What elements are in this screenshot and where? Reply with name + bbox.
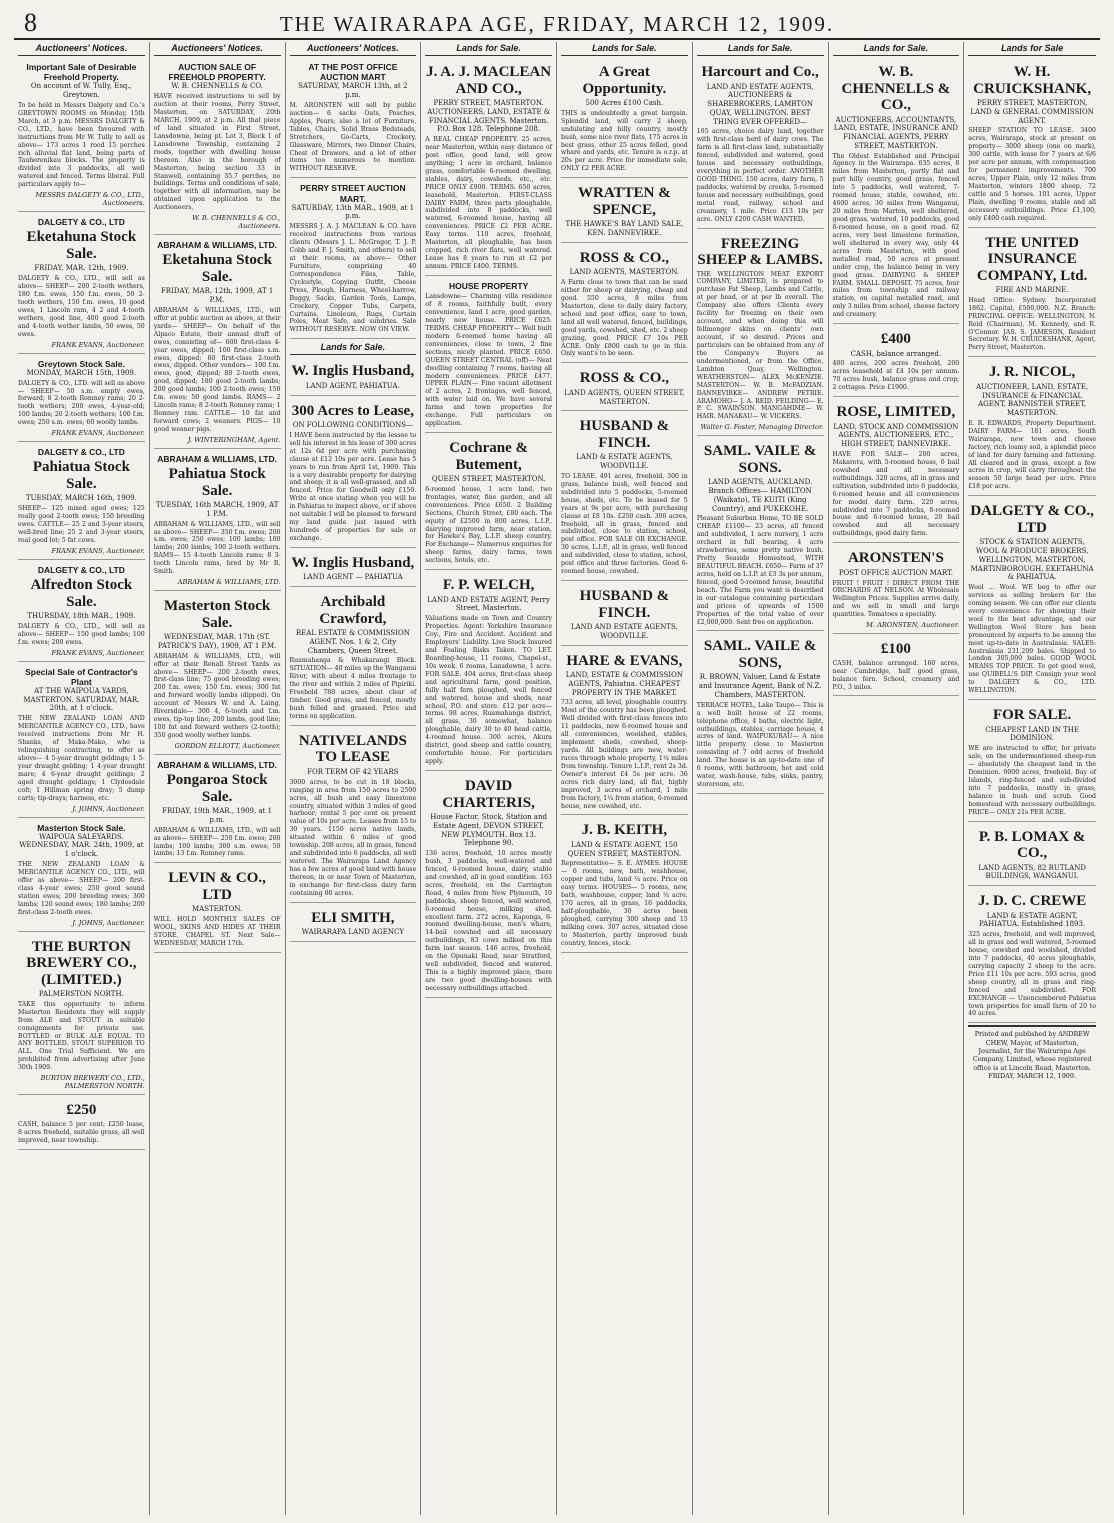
ad-heading: ABRAHAM & WILLIAMS, LTD. xyxy=(157,759,278,770)
ad-heading: Special Sale of Contractor's Plant xyxy=(25,666,138,687)
ad-body: ABRAHAM & WILLIAMS, LTD., will offer at their Renall Street Yards as above— SHEEP— 200 2-tooth ewes, first-class line; 75 good breeding ewes; 200 f.m. ewes; 150 f.m. ewes; 300 fat and forward woolly lambs (dipped). On account of Messrs W. and A. Laing, Riversdale— 300 4, 6-tooth and f.m. ewes, tip-top line; 200 lambs, good line; 100 fat and forward wethers (2-tooth); 350 good woolly wether lambs. xyxy=(153,652,281,739)
ad-body: 136 acres, freehold, 10 acres mostly bush, 3 paddocks, well-watered and fenced, 6-roomed house, dairy, stable and cowshed, all in good condition. 163 acres, freehold, on the Carrington Road, 4 miles from New Plymouth, 10 paddocks, sheep fenced, well watered, 6-roomed house, milking shed, excellent farm. 272 acres, Kaponga, 6-roomed dwelling-house, men's whare, 14-bail cowshed and all necessary outbuildings, 83 cows milked on this farm last season. 146 acres, freehold, on the Opunaki Road, near Stratford, well subdivided, fenced and watered. This is a highly improved place, there are two good dwelling-houses with necessary outbuildings attached. xyxy=(425,850,552,992)
ad-title: WRATTEN & SPENCE, xyxy=(578,185,671,218)
ad-signature: FRANK EVANS, Auctioneer. xyxy=(51,546,145,555)
ad-title: P. B. LOMAX & CO., xyxy=(978,828,1086,862)
advertisement xyxy=(290,589,417,726)
advertisement xyxy=(561,648,688,816)
ad-heading: Masterton Stock Sale. xyxy=(37,822,126,833)
ad-subtitle: 500 Acres £100 Cash. xyxy=(585,99,664,107)
ad-body: Head Office: Sydney. Incorporated 1862. Capital, £500,000. N.Z. Branch: PRINCIPAL OFFICE: WELLINGTON. N. Reid (Chairman), M. Kennedy, and R. O'Connor. JAS. S. JAMESON, Resident Secretary. W. H. CRUICKSHANK, Agent, Perry Street, Masterton. xyxy=(968,296,1096,352)
ad-body: ABRAHAM & WILLIAMS, LTD., will sell as above— SHEEP— 350 f.m. ewes; 200 s.m. ewes; 250 ewes; 100 lambs; 100 lambs; 200 lambs; 100 2-tooth wethers. RAMS— 15 4-tooth Lincoln rams; 8 3-tooth Lincoln rams, bred by Mr R. Smith. xyxy=(153,520,281,576)
ad-heading: DALGETY & CO., LTD xyxy=(37,217,125,228)
ad-body: ABRAHAM & WILLIAMS, LTD., will offer at public auction as above, at their yards— SHEEP— On behalf of the Alpaco Estate, their annual draft of ewes, consisting of— 600 first-class 4-year ewes, dipped; 100 first-class s.m. ewes, dipped; 60 first-class 2-tooth ewes, dipped. Other vendors— 100 f.m. ewes, good, dipped; 80 2-tooth ewes, good, dipped; 180 good 2-tooth lambs; 200 good lambs; 100 2-tooth ewes; 150 f.m. ewes; 50 good lambs. RAMS— 2 Lincoln rams; 8 2-tooth Romney rams; 1 Romney ram. CATTLE— 10 fat and forward cows; 2 weaners. PIGS— 10 good weaner pigs. xyxy=(153,306,281,433)
ad-signature: GORDON ELLIOTT, Auctioneer. xyxy=(174,741,281,750)
ad-subtitle: WAIPOUA SALEYARDS. WEDNESDAY, MAR. 24th, 1909, at 1 o'clock. xyxy=(19,832,144,859)
column-3 xyxy=(286,42,422,1515)
ad-subtitle: FOR TERM OF 42 YEARS xyxy=(307,767,399,776)
ad-signature: FRANK EVANS, Auctioneer. xyxy=(51,340,145,349)
ad-body: DALGETY & CO., LTD. will sell as above— SHEEP— 50 s.m. empty ewes, forward; 8 2-tooth Romney rams; 20 2-tooth wethers; 200 ewes, 4-year-old; 100 lambs; 20 2-tooth wethers; 100 f.m. ewes; 250 s.m. ewes; 60 woolly lambs. xyxy=(18,379,145,427)
column-header: Lands for Sale. xyxy=(833,42,960,56)
ad-body: Ruamahanga & Whakarangi Block. SITUATION— 40 miles up the Wanganui River, with about 4 miles frontage to the river and within 2 miles of Pipiriki. Freehold 780 acres, about clear of timber. Good grass, and fenced, mostly bush felled and grassed. Price and terms on application. xyxy=(289,657,417,720)
ad-title: THE BURTON BREWERY CO., (LIMITED.) xyxy=(26,938,137,988)
advertisement xyxy=(697,438,824,631)
ad-signature: M. ARONSTEN, Auctioneer. xyxy=(866,621,960,630)
ad-signature: MESSRS DALGETY & CO., LTD., Auctioneers. xyxy=(35,191,145,208)
masthead xyxy=(14,8,1100,40)
advertisement xyxy=(561,180,688,243)
advertisement xyxy=(561,817,688,952)
ad-subtitle: PERRY STREET, MASTERTON, LAND & GENERAL COMMISSION AGENT. xyxy=(970,99,1094,125)
advertisement xyxy=(697,633,824,794)
ad-title: Archibald Crawford, xyxy=(319,594,387,627)
ad-subtitle: LAND, STOCK AND COMMISSION AGENTS, AUCTIONEERS, ETC., HIGH STREET, DANNEVIRKE. xyxy=(833,422,959,449)
ad-title: Eketahuna Stock Sale. xyxy=(26,229,137,262)
ad-subtitle: ON FOLLOWING CONDITIONS— xyxy=(292,421,414,430)
ad-subtitle: LAND & ESTATE AGENTS, WOODVILLE. xyxy=(576,453,673,471)
column-header: Auctioneers' Notices. xyxy=(154,42,281,56)
advertisement xyxy=(425,773,552,998)
ad-subtitle: FRIDAY, MAR. 12th, 1909. xyxy=(34,264,129,273)
ad-title: ELI SMITH, xyxy=(311,909,395,926)
ad-body: 105 acres, choice dairy land, together with first-class herd of dairy cows. The farm is all first-class land, substantially fenced, subdivided and watered, good house and necessary outbuildings, everything in perfect order. ANOTHER GOOD THING. 150 acres, dairy farm, 5 paddocks, watered by creeks, 5-roomed house and necessary outbuildings, good metal road, railway, school and creamery, 1 mile. Price £13 10s per acre. ONLY £200 CASH WANTED. xyxy=(696,128,824,223)
ad-subtitle: WEDNESDAY, MAR. 17th (ST. PATRICK'S DAY), 1909, AT 1 P.M. xyxy=(157,633,277,650)
ad-body: TO LEASE. 491 acres, freehold, 300 in grass, balance bush, well fenced and subdivided into 5 paddocks, 5-roomed house, sheds, etc. To be leased for 5 years at 9s per acre, with purchasing clause at £8 10s. £250 cash. 300 acres, freehold, all in grass, fenced and subdivided, close to station, school, post office. FOR SALE OR EXCHANGE. 30 acres, L.I.P., all in grass, well fenced and subdivided, close to station, school, post office and three factories. Good 6-roomed house, cowshed. xyxy=(561,472,688,576)
ad-title: HUSBAND & FINCH. xyxy=(579,588,670,621)
ad-body: 400 acres, 200 acres freehold, 200 acres leasehold at £4 10s per annum. 70 acres bush, balance grass and crop; 2 cottages. Price £1900. xyxy=(832,360,960,392)
ad-body: THE NEW ZEALAND LOAN & MERCANTILE AGENCY CO., LTD., will offer as above— SHEEP— 200 first-class 4-year ewes; 250 good sound station ewes; 200 breeding ewes; 300 lambs; 120 sound ewes; 180 lambs; 200 first-class 2-tooth ewes. xyxy=(18,860,145,916)
ad-body: Pleasant Suburban Home, TO BE SOLD CHEAP. £1100— 23 acres, all fenced and subdivided, 1 acre nursery, 1 acre orchard in full bearing, 4 acre strawberries, some pretty native bush. Pretty Seaside Homestead, WITH BEAUTIFUL BEACH. £650— Farm of 37 acres, held on L.I.P. at £3 3s per annum, fenced, good 5-roomed house, beautiful beach. The Farm you want is described in our catalogue containing particulars and prices of upwards of 1500 Properties of the total value of over £2,000,000. Sent free on application. xyxy=(696,515,824,626)
advertisement xyxy=(154,865,281,953)
ad-signature: J. WINTERINGHAM, Agent. xyxy=(187,435,281,444)
column-8 xyxy=(964,42,1100,1515)
ad-subtitle: SATURDAY, MARCH 13th, at 2 p.m. xyxy=(298,82,408,100)
column-header: Auctioneers' Notices. xyxy=(18,42,145,56)
advertisement xyxy=(561,583,688,646)
ad-body: I HAVE been instructed by the lessee to sell his interest in his lease of 300 acres at 12s 6d per acre with purchasing clause at £12 10s per acre. Lease has 5 years to run from April 1st, 1909. This is a very desirable property for dairying and sheep; it is all well-grassed, and all fenced. Price for Goodwill only £150. Write at once stating when you will be in Pahiatua to inspect above, or if above not suitable I will be pleased to forward my land guide just issued with hundreds of properties for sale or exchange. xyxy=(289,431,417,542)
ad-subtitle: W. B. CHENNELLS & CO. xyxy=(171,82,263,91)
ad-subtitle: LAND AND ESTATE AGENTS, AUCTIONEERS & SHAREBROKERS, LAMBTON QUAY, WELLINGTON. BEST THING EVER OFFERED— xyxy=(706,82,814,126)
ad-title: Pahiatua Stock Sale. xyxy=(32,459,130,492)
ad-body: Lansdowne— Charming villa residence of 8 rooms, faithfully built, every convenience, land 1 acre, good garden, nearly new house. PRICE £625. TERMS. CHEAP PROPERTY— Well built modern 6-roomed home having all conveniences, close to town, 2 fine sections, nicely planted. PRICE £650. QUEEN STREET CENTRAL (off)— Neat dwelling containing 7 rooms, having all modern conveniences. PRICE £477. UPPER PLAIN— Fine vacant allotment of 2 acres, 2 frontages, well fenced, with water laid on. We have several farms and town properties for exchange. Full particulars on application. xyxy=(425,293,552,428)
advertisement xyxy=(290,905,417,942)
advertisement xyxy=(290,550,417,587)
ad-subtitle: PERRY STREET, MASTERTON. AUCTIONEERS, LAND, ESTATE & FINANCIAL AGENTS, Masterton. P.O. Box 128. Telephone 208. xyxy=(427,99,551,134)
ad-subtitle: LAND AND ESTATE AGENTS, WOODVILLE. xyxy=(570,623,678,640)
advertisement xyxy=(425,572,552,771)
ad-subtitle: LAND AGENT, PAHIATUA. xyxy=(305,381,400,390)
ad-subtitle: FRIDAY, MAR. 12th, 1909, AT 1 P.M. xyxy=(160,287,274,305)
ad-heading: DALGETY & CO., LTD xyxy=(37,564,125,575)
ad-subtitle: WAIRARAPA LAND AGENCY xyxy=(301,928,404,937)
ad-body: HAVE FOR SALE— 200 acres, Makaretu, with 5-roomed house, 6 bail cowshed and all necessary outbuildings. 320 acres, all in grass and cultivation, subdivided into 6 paddocks, 6-roomed house and all conveniences for model dairy farm. 220 acres, subdivided into 7 paddocks, 8-roomed house and 6-roomed house, 20 bail cowshed and all necessary outbuildings, good dairy farm. xyxy=(832,450,960,538)
ad-title: ROSS & CO., xyxy=(579,370,669,387)
ad-title: J. A. J. MACLEAN AND CO., xyxy=(426,64,552,97)
ad-subtitle: THURSDAY, 18th MAR., 1909. xyxy=(27,612,136,620)
ad-body: Representative— S. E. AYMES. HOUSE— 6 rooms, new, bath, washhouse, copper and tubs, land ¼ acre. Price on easy terms. HOUSES— 5 rooms, new, bath, washhouse, copper, land ¼ acre. 170 acres, all in grass, 16 paddocks, half-ploughable, 30 acres been ploughed, carrying 300 sheep and 15 milking cows. 307 acres, situated close to Masterton, partly improved bush country, fences, stock. xyxy=(561,860,688,947)
advertisement xyxy=(290,728,417,903)
ad-body: THE WELLINGTON MEAT EXPORT COMPANY, LIMITED, is prepared to purchase Fat Sheep, Lambs and Cattle, at per head, or at per lb overall. The Company also offers Clients every facility for freezing on their own account, and when doing this will fellmonger skins on clients' own account, if so desired. Prices and particulars can be obtained from any of the Company's Buyers as undermentioned, or from the Office, Lambton Quay, Wellington. WEATHERSTON— ALEX McKENZIE. MASTERTON— W. B. McFADZIAN. DANNEVIRKE— ANDREW PETRIE. ARAMOHO— J. A. REID. FEILDING— E. P. C. SWAINSON. MANGAHIME— W. HAIR. MANAKAU— W. VICKERS. xyxy=(696,270,824,421)
ad-heading: ABRAHAM & WILLIAMS, LTD. xyxy=(157,453,278,464)
ad-title: Masterton Stock Sale. xyxy=(164,598,271,631)
ad-title: LEVIN & CO., LTD xyxy=(168,870,266,903)
ad-body: 325 acres, freehold, and well improved, all in grass and well watered, 5-roomed house, cowshed and woolshed, divided into 7 paddocks, 40 acres ploughable, carrying capacity 2 sheep to the acre. Price £11 10s per acre. 593 acres, good sheep country, all in grass and ring-fenced and subdivided. FOR EXCHANGE — Unencumbered Pahiatua town properties for small farm of 20 to 40 acres. xyxy=(968,931,1096,1018)
ad-title: FOR SALE. xyxy=(992,707,1072,724)
ad-subtitle: FIRE AND MARINE. xyxy=(995,286,1069,294)
column-1 xyxy=(14,42,150,1515)
ad-subtitle: LAND & ESTATE AGENT, PAHIATUA. Established 1893. xyxy=(979,911,1086,929)
advertisement xyxy=(697,231,824,437)
ad-title: J. D. C. CREWE xyxy=(977,893,1087,910)
ad-title: 300 Acres to Lease, xyxy=(291,402,414,419)
advertisement xyxy=(154,237,281,449)
ad-body: MESSRS J. A. J. MACLEAN & CO. have received instructions from various clients (Messrs J. L. McGregor, T. J. P. Cobb and F. J. Smith, and others) to sell at their rooms, as above— Other Furniture, comprising 40 Correspondence Files, Table, Cyclostyle, Copying Outfit, Cheese Press, Plough, Harness, Wheel-barrow, Buggy, Sacks, Garden Tools, Lamps, Crockery, Copper Tubs, Carpets, Curtains, Linoleum, Rugs, Curtain Poles, Meat Safe, and sundries. Sale WITHOUT RESERVE. NOW ON VIEW. xyxy=(289,223,417,334)
advertisement xyxy=(968,888,1096,1023)
ad-subtitle: LAND AGENTS, QUEEN STREET, MASTERTON. xyxy=(564,388,685,406)
ad-subtitle: QUEEN STREET, MASTERTON. xyxy=(431,475,546,484)
ad-signature: FRANK EVANS, Auctioneer. xyxy=(51,429,145,438)
ad-title: £400 xyxy=(880,331,911,348)
advertisement xyxy=(290,180,417,339)
ad-body: M. ARONSTEN will sell by public auction— 6 sacks Oats, Peaches, Apples, Pears; also a lot of Furniture, Tables, Chairs, Solid Brass Bedsteads, Stretchers, Go-Carts, Crockery, Glassware, Mirrors, two Dinner Chairs, Chest of Drawers, and a lot of other items too numerous to mention. WITHOUT RESERVE. xyxy=(289,101,417,173)
ad-title: SAML. VAILE & SONS. xyxy=(703,443,817,476)
ad-signature: J. JOHNS, Auctioneer. xyxy=(72,918,145,927)
column-header: Lands for Sale. xyxy=(697,42,824,56)
ad-title: ARONSTEN'S xyxy=(847,550,944,567)
advertisement xyxy=(833,636,960,696)
ad-heading: Greytown Stock Sale. xyxy=(37,358,125,369)
ad-subtitle: CASH, balance arranged. xyxy=(850,349,942,358)
ad-subtitle: CHEAPEST LAND IN THE DOMINION. xyxy=(985,725,1080,743)
imprint-footer: Printed and published by ANDREW CHEW, Mayor, of Masterton, Journalist, for the Wairarapa Age Company, Limited, whose registered office is at Lincoln Road, Masterton. FRIDAY, MARCH 12, 1909. xyxy=(968,1025,1096,1080)
advertisement xyxy=(833,399,960,543)
ad-subtitle: FRIDAY, 19th MAR., 1909, at 1 p.m. xyxy=(162,807,273,824)
ad-signature: BURTON BREWERY CO., LTD., PALMERSTON NORTH. xyxy=(40,1074,145,1091)
ad-body: WE are instructed to offer, for private sale, on the undermentioned sheep-run— absolutely the cheapest land in the Dominion. 9000 acres, freehold, Bay of Islands, ring-fenced and sub-divided into 7 paddocks, mostly in grass, balance in bush and scrub. Good homestead with necessary outbuildings. PRICE— ONLY 21s PER ACRE. xyxy=(968,745,1096,816)
ad-subtitle: LAND AGENTS, 82 RUTLAND BUILDINGS, WANGANUI. xyxy=(978,863,1086,881)
ad-subtitle: LAND AGENTS, AUCKLAND. Branch Offices— HAMILTON (Waikato), TE KUITI (King Country), and PUKEKOHE. xyxy=(708,478,813,513)
ad-subtitle: STOCK & STATION AGENTS, WOOL & PRODUCE BROKERS, WELLINGTON, MASTERTON, MARTINBOROUGH, EKETAHUNA & PAHIATUA. xyxy=(970,538,1094,582)
ad-body: A REAL CHEAP PROPERTY. 25 acres, near Masterton, within easy distance of post office, good land, will grow anything; 1 acre in orchard, balance grass, comfortable 6-roomed dwelling, stables, dairy, cowsheds, etc., etc. PRICE ONLY £900. TERMS. 650 acres, leasehold, Masterton. FIRST-CLASS DAIRY FARM, three parts ploughable, subdivided into 8 paddocks, well watered, 6-roomed house, having all conveniences. PRICE £2 PER ACRE. Easy terms. 110 acres, freehold, Masterton, all ploughable, has been cropped, rich river flats, well watered. Lease has 8 years to run at £2 per annum. PRICE £400. TERMS. xyxy=(425,136,552,270)
advertisement xyxy=(18,820,145,932)
ad-subtitle: PALMERSTON NORTH. xyxy=(38,990,124,998)
ad-title: HUSBAND & FINCH. xyxy=(579,418,670,451)
advertisement xyxy=(154,757,281,863)
ad-body: THIS is undoubtedly a great bargain. Splendid land, will carry 2 sheep, undulating and hilly country, mostly bush, some nice river flats, 175 acres in best grass, other 25 acres felled, good whare and yards, etc. Tenure is o.r.p. at 20s per acre. Price for immediate sale, ONLY £2 PER ACRE. xyxy=(561,109,688,173)
ad-subtitle: TUESDAY, MARCH 16th, 1909. xyxy=(25,494,137,503)
ad-title: A Great Opportunity. xyxy=(582,64,667,97)
ad-title: SAML. VAILE & SONS, xyxy=(703,638,817,671)
advertisement xyxy=(18,1097,145,1149)
advertisement xyxy=(968,230,1096,358)
advertisement xyxy=(833,326,960,397)
advertisement xyxy=(18,59,145,212)
advertisement xyxy=(18,664,145,818)
ad-title: J. B. KEITH, xyxy=(581,822,668,839)
ad-subtitle: MONDAY, MARCH 15th, 1909. xyxy=(26,368,137,377)
ad-signature: J. JOHNS, Auctioneer. xyxy=(72,804,145,813)
ad-title: £100 xyxy=(880,641,911,658)
advertisement xyxy=(697,59,824,229)
advertisement xyxy=(968,359,1096,496)
ad-title: THE UNITED INSURANCE COMPANY, Ltd. xyxy=(976,234,1088,284)
ad-title: £250 xyxy=(66,1102,97,1119)
advertisement xyxy=(561,59,688,178)
column-6 xyxy=(693,42,829,1515)
ad-heading: ABRAHAM & WILLIAMS, LTD. xyxy=(157,240,278,251)
ad-subtitle: House Factor, Stock, Station and Estate Agent, DEVON STREET, NEW PLYMOUTH. Box 13. Telephone 90. xyxy=(430,813,547,848)
advertisement xyxy=(290,59,417,178)
ad-heading: AUCTION SALE OF FREEHOLD PROPERTY. xyxy=(168,62,266,83)
ad-title: F. P. WELCH, xyxy=(442,577,535,594)
ad-heading: AT THE POST OFFICE AUCTION MART xyxy=(308,62,398,83)
ad-title: DAVID CHARTERIS, xyxy=(442,778,535,811)
ad-body: SHEEP STATION TO LEASE. 3400 acres, Wairarapa, stock at present on property— 3000 sheep (one on mark), 300 cattle, with lease for 7 years at 6/6 per acre per annum, with compensation for permanent improvements. 700 acres, Upper Plain, only 12 miles from Masterton, winters 1800 sheep, 72 cattle and 5 horses. 101 acres, Upper Plain, dwelling 9 rooms, stable and all accessory outbuildings. Price £1,100, only £400 cash required. xyxy=(968,127,1096,222)
page-number: 8 xyxy=(24,8,37,37)
ad-title: ROSE, LIMITED, xyxy=(836,404,956,421)
advertisement xyxy=(18,444,145,560)
ad-body: TAKE this opportunity to inform Masterton Residents they will supply from ALE and STOUT in suitable consignments for private use. BOTTLED or BULK ALE EQUAL TO ANY BOTTLED. STOUT SUPERIOR TO ALL. One Trial Sufficient. We are prohibited from advertising after June 30th 1909. xyxy=(18,1000,145,1072)
ad-body: HAVE received instructions to sell by auction at their rooms, Perry Street, Masterton, on SATURDAY, 20th MARCH, 1909, at 2 p.m. All that piece of land situated in First Street, Lansdowne, being pt. Lot 3, Block 1 of Lansdowne Township, containing 2 roods, together with dwelling house thereon. Also in the borough of Masterton, being section 33 in Stanwell, containing 35.7 perches, no buildings. Terms and conditions of sale, together with all information, may be obtained upon application to the Auctioneers, xyxy=(153,93,281,212)
column-7 xyxy=(829,42,965,1515)
ad-body: DALGETY & CO., LTD., will sell as above— SHEEP— 200 2-tooth wethers, 180 f.m. ewes, 150 f.m. ewes, 50 2-tooth wethers, 150 f.m. ewes, 10 good ewes, 1 Lincoln ram, 4 2 and 4-tooth wethers, good line, 400 good 2-tooth and 4-tooth wether lambs, 50 ewes, 50 ewes. xyxy=(18,275,145,338)
ad-title: FREEZING SHEEP & LAMBS. xyxy=(697,235,823,268)
ad-body: CASH, balance arranged. 160 acres, near Cambridge, half good grass, balance fern. School, creamery and P.O., 3 miles. xyxy=(832,659,960,691)
advertisement xyxy=(561,365,688,411)
advertisement xyxy=(154,451,281,591)
advertisement xyxy=(561,245,688,364)
ad-subtitle: LAND, ESTATE & COMMISSION AGENTS, Pahiatua. CHEAPEST PROPERTY IN THE MARKET. xyxy=(565,671,683,697)
advertisement xyxy=(18,934,145,1096)
advertisement xyxy=(561,413,688,581)
ad-title: W. Inglis Husband, xyxy=(291,363,415,380)
ad-title: W. B. CHENNELLS & CO., xyxy=(841,64,951,113)
ad-subtitle: AT THE WAIPOUA YARDS, MASTERTON. SATURDAY, MAR. 20th, at 1 o'clock. xyxy=(23,686,140,713)
ad-subtitle: SATURDAY, 13th MAR., 1909, at 1 p.m. xyxy=(291,203,415,221)
advertisement xyxy=(425,435,552,570)
advertisement xyxy=(290,398,417,548)
ad-subtitle: On account of W. Tully, Esq., Greytown. xyxy=(30,82,132,100)
ad-body: FRUIT ! FRUIT ! DIRECT FROM THE ORCHARDS AT NELSON. At Wholesale Wellington Prices. Supplies arrive daily, and we sell in small and large quantities. Tomatoes a speciality. xyxy=(832,579,960,619)
ad-body: To be held in Messrs Dalgety and Co.'s GREYTOWN ROOMS on Monday, 15th March, at 3 p.m. MESSRS DALGETY & CO., LTD., have been favoured with instructions from Mr W. Tully to sell as above— 173 acres 1 rood 15 perches rich alluvial flat land, being parts of Tauherenikau blocks. The property is divided into 3 paddocks, all well watered and fenced. Terms liberal. Full particulars apply to— xyxy=(18,101,145,189)
ad-signature: W. B. CHENNELLS & CO., Auctioneers. xyxy=(192,214,281,231)
ad-title: DALGETY & CO., LTD xyxy=(970,503,1094,536)
ad-subtitle: POST OFFICE AUCTION MART. xyxy=(838,568,953,577)
ad-signature: Walter G. Foster, Managing Director. xyxy=(700,423,824,432)
ad-body: Valuations made on Town and Country Properties. Agent: Yorkshire Insurance Coy., Fire and Accident. Accident and Employers' Liability. Live Stock Insured and Foaling Risks Taken. TO LET. Boarding-house, 11 rooms, Chapel-st., 10s week. 6 rooms, Lansdowne, 1 acre. FOR SALE. 404 acres, first-class sheep and agricultural farm, good position, fully half fern ploughed, well fenced and watered, house and sheds, near school, P.O. and store. £12 per acre— terms. 98 acres, Ruamahanga district, all grass, 30 somewhat, balance ploughable, dairy 30 to 40 head cattle, 4-roomed house. 300 acres, Akura district, good sheep and cattle country, comfortable house. For particulars apply. xyxy=(425,615,552,766)
ad-body: Wool ... Wool. WE beg to offer our services as selling brokers for the coming season. We can offer our clients every convenience for showing their wool to the best advantage, and our Wellington Wool Store has been pronounced by experts to be among the most up-to-date in Australasia. SALES: Australasia 231,209 bales. Shipped to London 305,000 bales. GOOD WOOL MEANS TOP PRICE. To get good wool, use QUIBELL'S DIP. Consign your wool to DALGETY & CO., LTD. WELLINGTON. xyxy=(968,584,1096,695)
ad-body: TERRACE HOTEL, Lake Taupo— This is a well built house of 22 rooms, telephone office, 4 baths, electric light, outbuildings, stables, carriage house, 4 acres of land. WAIPUKURAU— A nice little property close to Masterton consisting of 7 odd acres of freehold land. The house is an up-to-date one of 6 rooms, with bathroom, hot and cold water, wash-house, tubs, sinks, pantry, storeroom, etc. xyxy=(696,701,824,789)
ad-heading: HOUSE PROPERTY xyxy=(448,280,529,291)
ad-title: Alfredton Stock Sale. xyxy=(30,577,133,610)
column-4 xyxy=(421,42,557,1515)
ad-title: Pongaroa Stock Sale. xyxy=(166,772,268,805)
ad-body: 3000 acres, to be cut in 18 blocks, ranging in area from 150 acres to 2500 acres, all bush and easy limestone country, situated within 3 miles of good harbour; rental 5 per cent on present value of 10s per acre. Leases from 15 to 30 years. 1150 acres native lands, situated within 6 miles of good township. 208 acres, all in grass, fenced and subdivided into 6 paddocks, all well watered. The Wairarapa Land Agency has a few acres of good land with house thereon, in or near Town of Masterton, in exchange for first-class dairy farm containing 80 acres. xyxy=(289,778,417,897)
ad-body: WILL HOLD MONTHLY SALES OF WOOL, SKINS AND HIDES AT THEIR STORE, CHAPEL ST. Next Sale— WEDNESDAY, MARCH 17th. xyxy=(153,916,281,947)
ad-subtitle: THE HAWKE'S BAY LAND SALE, KEN. DANNEVIRKE. xyxy=(565,220,684,237)
ad-title: Harcourt and Co., xyxy=(701,64,819,80)
ad-title: ROSS & CO., xyxy=(579,249,669,266)
ad-title: HARE & EVANS, xyxy=(566,652,683,669)
ad-body: CASH, balance 5 per cent; £250 lease, 8 acres freehold, suitable grass, all well improved, near township. xyxy=(18,1120,145,1144)
advertisement xyxy=(154,593,281,755)
advertisement xyxy=(968,59,1096,228)
column-5 xyxy=(557,42,693,1515)
advertisement xyxy=(18,356,145,443)
advertisement xyxy=(425,59,552,276)
ad-body: A Farm close to town that can be used either for sheep or dairying, cheap and good. 550 acres, 8 miles from Masterton, close to daily dairy factory, school and post office, easy to town, land all well watered, fenced, buildings, good yards, cowshed, shed, etc. 2 sheep grazing, good. PRICE £7 10s PER ACRE. Only £800 cash to go in this. Only want's to be seen. xyxy=(561,279,688,358)
advertisement xyxy=(18,562,145,662)
advertisement xyxy=(968,498,1096,700)
ad-subtitle: LAND AND ESTATE AGENT, Perry Street, Masterton. xyxy=(427,595,550,613)
ad-signature: FRANK EVANS, Auctioneer. xyxy=(51,648,145,657)
advertisement xyxy=(833,545,960,634)
advertisement xyxy=(425,278,552,433)
ad-body: DALGETY & CO., LTD., will sell as above— SHEEP— 150 good lambs; 100 f.m. ewes; 200 ewes. xyxy=(18,622,145,646)
ad-subtitle: TUESDAY, 16th MARCH, 1909, AT 1 P.M. xyxy=(155,501,279,518)
advertisement xyxy=(290,358,417,395)
advertisement xyxy=(968,702,1096,821)
ad-signature: ABRAHAM & WILLIAMS, LTD. xyxy=(177,578,281,587)
ad-body: The Oldest Established and Principal Agency in the Wairarapa. 635 acres, 8 miles from Masterton, partly flat and part hilly country, good grass, fenced into 5 paddocks, well watered, 7-roomed house, stable, cowshed, etc. 4600 acres, 30 miles from Wanganui, 20 miles from Marton, well sheltered, good grass, watered, 10 paddocks, good 6-roomed house, on a good road. 62 acres, very best limestone formation, well sheltered in every way, only 44 acres from Masterton, with good metalled road, 50 acres at present under crop, the balance being in very good grass. DAIRYING & SHEEP FARM. SMALL DEPOSIT. 75 acres, four miles from township and railway station, on capital metalled road, and only 3 miles from school, cheese factory and creamery. xyxy=(832,152,960,319)
ad-title: W. H. CRUICKSHANK, xyxy=(973,64,1092,97)
ad-title: W. Inglis Husband, xyxy=(291,554,415,571)
columns xyxy=(14,42,1100,1515)
ad-heading: Important Sale of Desirable Freehold Property. xyxy=(26,62,137,83)
advertisement xyxy=(968,824,1096,887)
newspaper-title: THE WAIRARAPA AGE, FRIDAY, MARCH 12, 1909. xyxy=(279,12,835,36)
ad-title: Eketahuna Stock Sale. xyxy=(162,252,272,285)
ad-body: THE NEW ZEALAND LOAN AND MERCANTILE AGENCY CO., LTD., have received instructions from Mr H. Shanks, of Maka-Mako, who is relinquishing contracting, to offer as above— 4 5-year draught geldings; 1 5-year draught gelding; 1 4-year draught mare; 4 6-year draught geldings; 2 aged draught geldings; 1 Clydesdale colt; 1 Hillman spring dray; 5 dump carts; tip-drays; harness, etc. xyxy=(18,715,145,802)
column-header: Lands for Sale xyxy=(968,42,1096,56)
column-header: Auctioneers' Notices. xyxy=(290,42,417,56)
ad-subtitle: R. BROWN, Valuer, Land & Estate and Insurance Agent, Bank of N.Z. Chambers, MASTERTON. xyxy=(698,673,822,699)
ad-body: 6-roomed house, 1 acre land, two frontages, water, fine garden, and all conveniences. Price £650. 2 Building Sections, Church Street, £80 each. The equity of £2500 in 800 acres, L.I.P., dairying improved farm, near station, for Hawke's Bay, L.I.P. sheep country. For Exchange— Numerous enquiries for sheep farms, dairy farms, town sections, hotels, etc. xyxy=(425,485,552,565)
ad-body: ABRAHAM & WILLIAMS, LTD., will sell as above— SHEEP— 250 f.m. ewes; 200 lambs; 100 lambs; 300 s.m. ewes; 50 lambs; 13 f.m. Romney rams. xyxy=(153,826,281,858)
advertisement xyxy=(18,214,145,353)
ad-body: E. R. EDWARDS, Property Department. DAIRY FARM— 181 acres, South Wairarapa, new town and cheese factory, rich loamy soil, a splendid piece of land for dairy farming and fattening. All cleared and in grass, except a few acres in crop, will carry throughout the season 50 large head per acre. Price £18 per acre. xyxy=(968,419,1096,491)
column-header: Lands for Sale. xyxy=(561,42,688,56)
ad-subtitle: AUCTIONEERS, ACCOUNTANTS, LAND, ESTATE, INSURANCE AND FINANCIAL AGENTS, PERRY STREET, MASTERTON. xyxy=(833,115,958,150)
ad-subtitle: LAND AGENT — PAHIATUA xyxy=(303,573,403,582)
ad-subtitle: LAND AGENTS, MASTERTON. xyxy=(569,268,680,277)
ad-body: SHEEP— 125 mixed aged ewes; 125 really good 2-tooth ewes; 150 breeding ewes. CATTLE— 25 2 and 3-year steers, well-bred line; 25 2 and 3-year steers, real good lot; 5 fat cows. xyxy=(18,505,145,544)
ad-subtitle: MASTERTON. xyxy=(191,905,243,914)
ad-subtitle: AUCTIONEER, LAND, ESTATE, INSURANCE & FINANCIAL AGENT, BANNISTER STREET, MASTERTON. xyxy=(976,382,1089,418)
ad-title: J. R. NICOL, xyxy=(988,364,1076,381)
ad-heading: PERRY STREET AUCTION MART. xyxy=(300,183,406,204)
advertisement xyxy=(154,59,281,235)
ad-title: Cochrane & Butement, xyxy=(449,440,528,473)
advertisement xyxy=(833,59,960,324)
ad-heading: DALGETY & CO., LTD xyxy=(37,447,125,458)
column-header: Lands for Sale. xyxy=(425,42,552,56)
section-header: Lands for Sale. xyxy=(290,341,417,355)
ad-title: NATIVELANDS TO LEASE xyxy=(298,732,407,766)
ad-title: Pahiatua Stock Sale. xyxy=(168,466,266,499)
column-2 xyxy=(150,42,286,1515)
ad-body: 733 acres, all level, ploughable country. Most of the country has been ploughed. Well divided with first-class fences into 11 paddocks, new 6-roomed house and all conveniences, woolshed, stables, implement sheds, cowshed, sheep-yards. All buildings are new, water-races through whole property, 1¼ miles from township. Tenure L.I.P., rent 2s 3d. Owner's interest £4 5s per acre. 36 acres rich dairy land, all flat, highly improved, 3 acres of orchard, 1 mile from factory, 1¼ from station, 6-roomed house, new cowshed, etc. xyxy=(561,699,688,810)
ad-subtitle: LAND & ESTATE AGENT, 150 QUEEN STREET, MASTERTON. xyxy=(567,840,682,858)
ad-subtitle: REAL ESTATE & COMMISSION AGENT. Nos. 1 & 2, City Chambers, Queen Street. xyxy=(295,629,410,655)
